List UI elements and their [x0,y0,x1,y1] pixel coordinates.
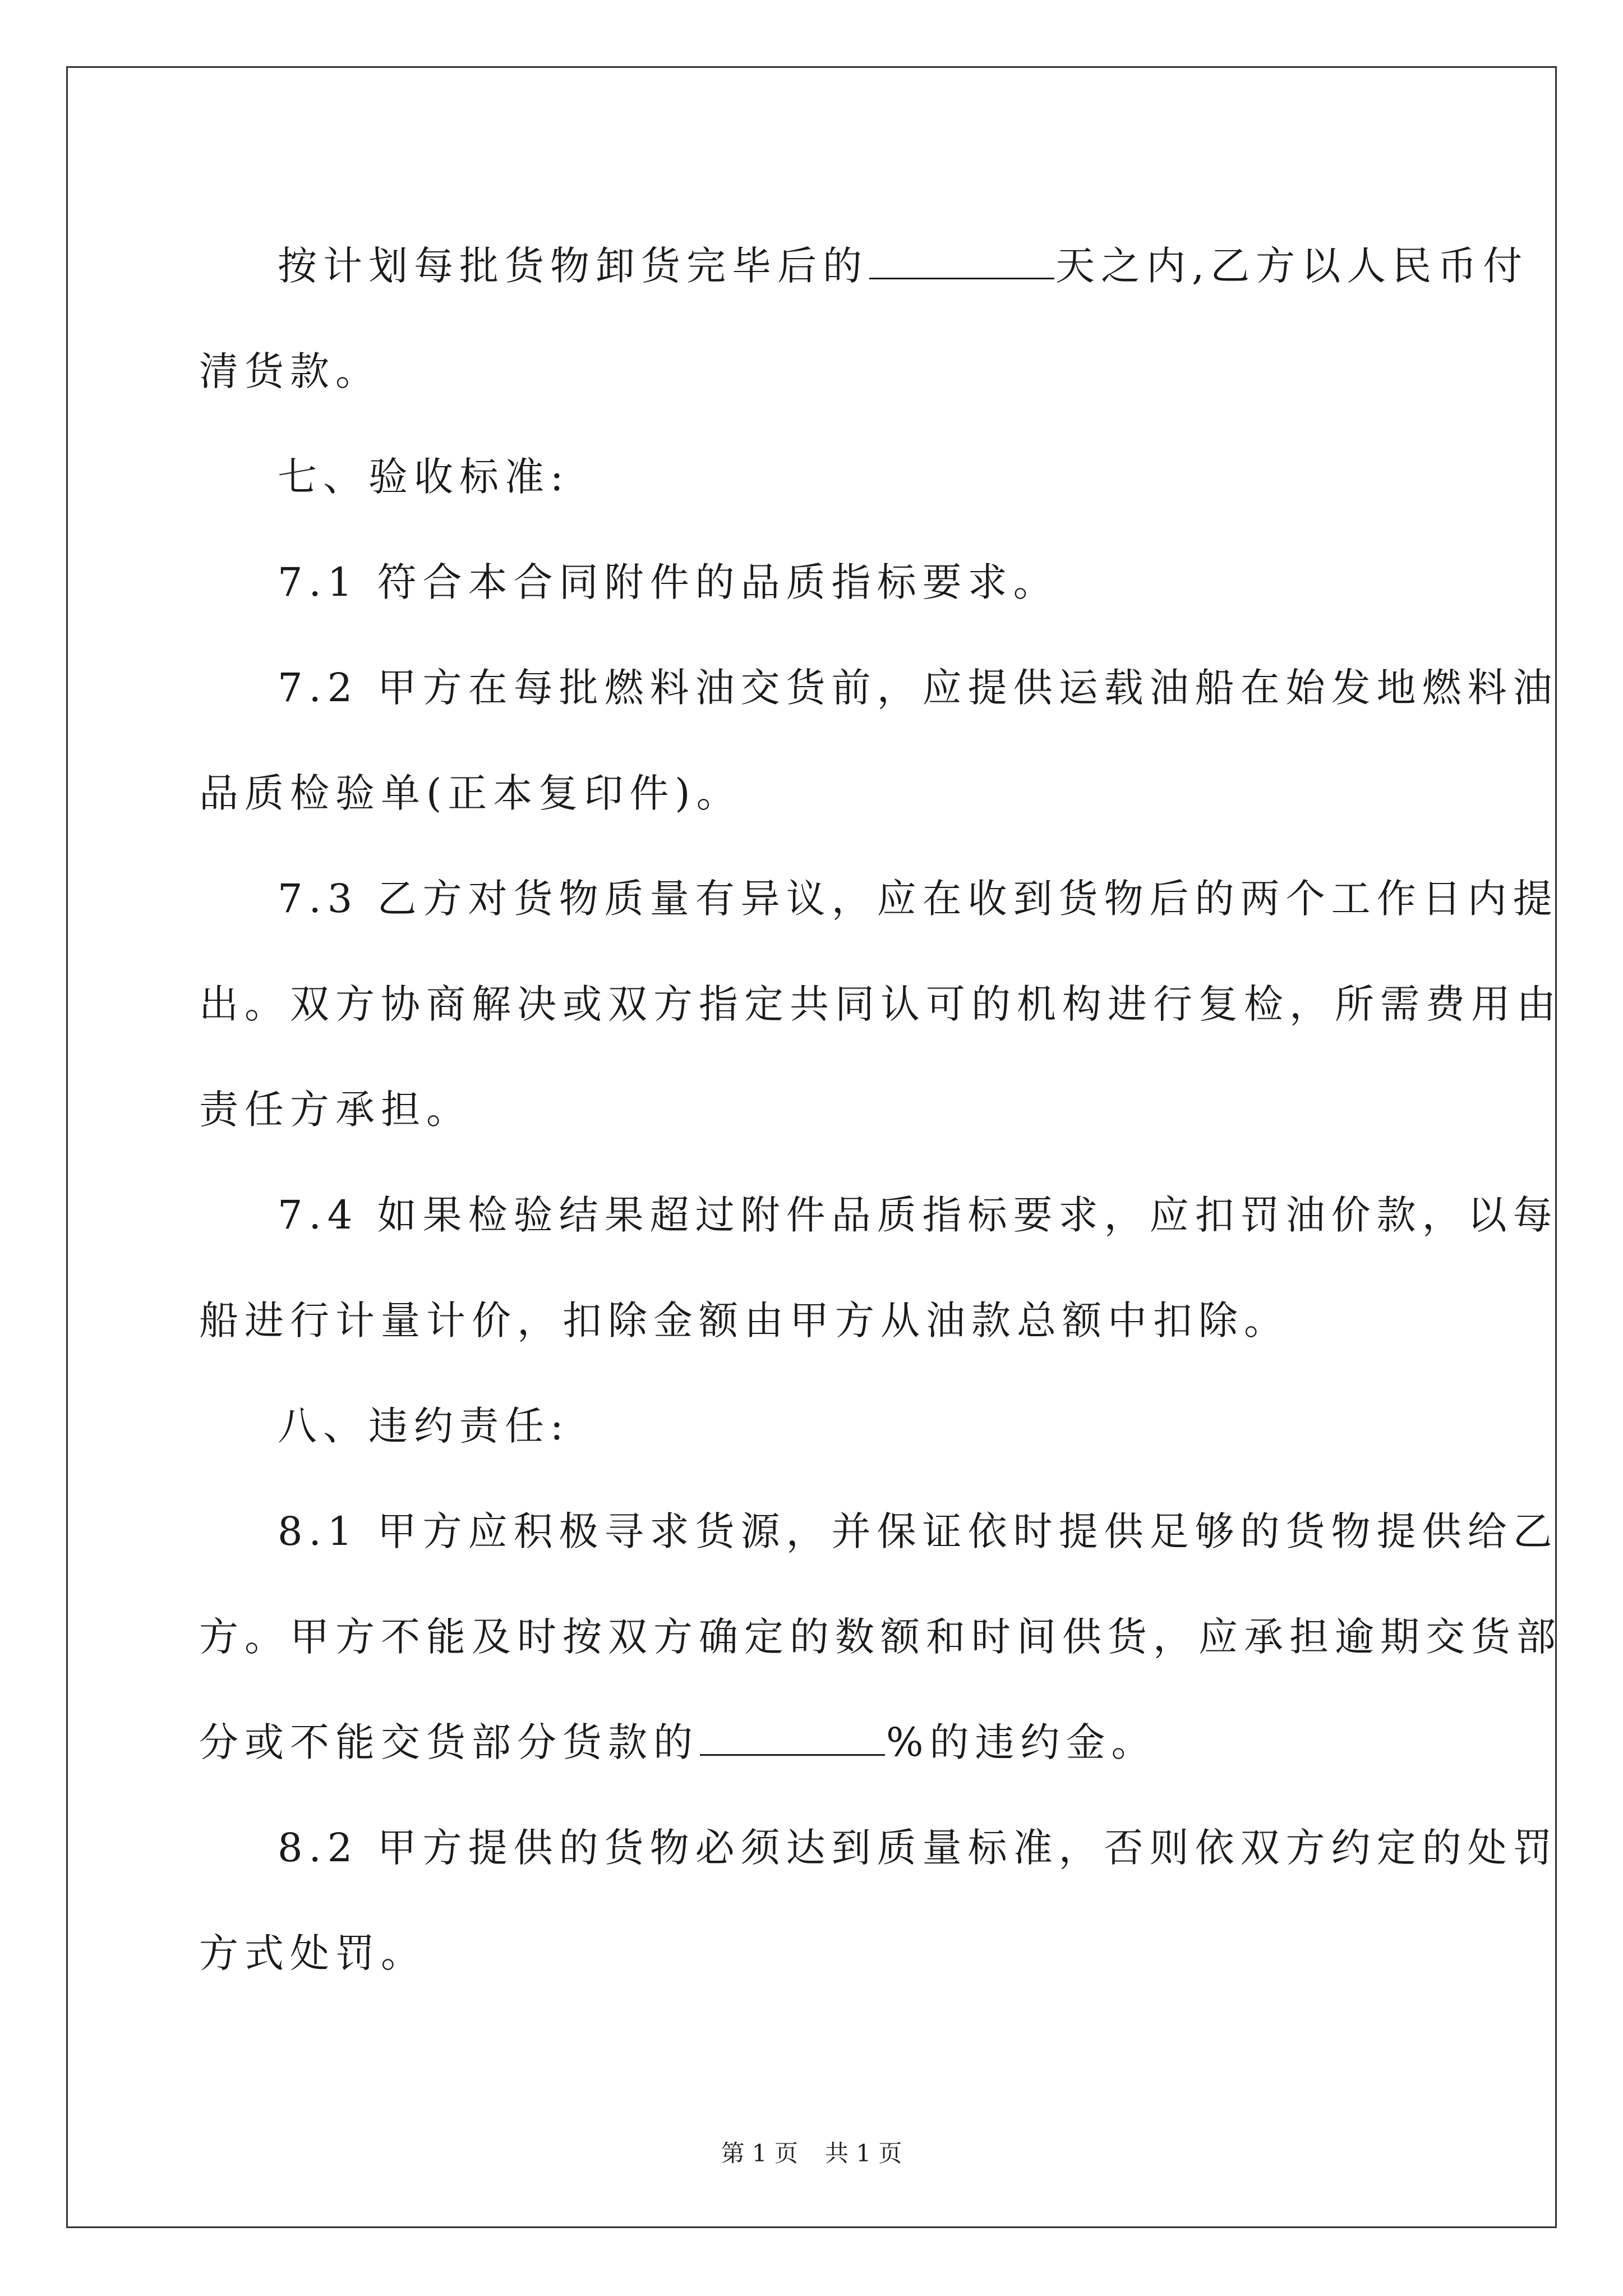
text-line: 方式处罚。 [199,1930,426,1976]
clause-8-1 [199,1479,1562,1795]
text-line: 七、验收标准: [278,454,570,500]
text-line: 出。双方协商解决或双方指定共同认可的机构进行复检，所需费用由 [199,981,1562,1027]
clause-8-2 [199,1795,1559,2006]
section-heading-liability [199,1373,1433,1479]
page-number: 第 1 页 [721,2139,798,2167]
paragraph-payment [199,213,1529,424]
text-line: 7.2 甲方在每批燃料油交货前，应提供运载油船在始发地燃料油 [278,665,1559,711]
document-body [199,213,1562,2006]
page-total: 共 1 页 [825,2139,902,2167]
section-heading-acceptance [199,424,1433,530]
fill-in-blank-percent[interactable] [700,1720,885,1756]
text-line: 方。甲方不能及时按双方确定的数额和时间供货，应承担逾期交货部 [199,1614,1562,1660]
clause-7-2 [199,635,1559,846]
page-footer [0,2135,1623,2169]
text-line: 按计划每批货物卸货完毕后的 天之内,乙方以人民币付 [278,243,1529,289]
fill-in-blank-days[interactable] [869,244,1054,279]
text-line: 清货款。 [199,348,381,394]
text-line: 八、违约责任: [278,1403,570,1449]
clause-7-1 [199,530,1433,635]
clause-7-4 [199,1162,1559,1373]
text-line: 品质检验单(正本复印件)。 [199,770,742,816]
text-line: 责任方承担。 [199,1087,472,1133]
text-line: 8.1 甲方应积极寻求货源，并保证依时提供足够的货物提供给乙 [278,1508,1559,1554]
text-line: 船进行计量计价，扣除金额由甲方从油款总额中扣除。 [199,1297,1289,1343]
text-line: 8.2 甲方提供的货物必须达到质量标准，否则依双方约定的处罚 [278,1825,1559,1871]
text-line: 7.4 如果检验结果超过附件品质指标要求，应扣罚油价款，以每 [278,1192,1559,1238]
text-line: 分或不能交货部分货款的 %的违约金。 [199,1719,1157,1765]
text-line: 7.3 乙方对货物质量有异议，应在收到货物后的两个工作日内提 [278,876,1559,922]
text-line: 7.1 符合本合同附件的品质指标要求。 [278,559,1059,605]
clause-7-3 [199,846,1562,1162]
